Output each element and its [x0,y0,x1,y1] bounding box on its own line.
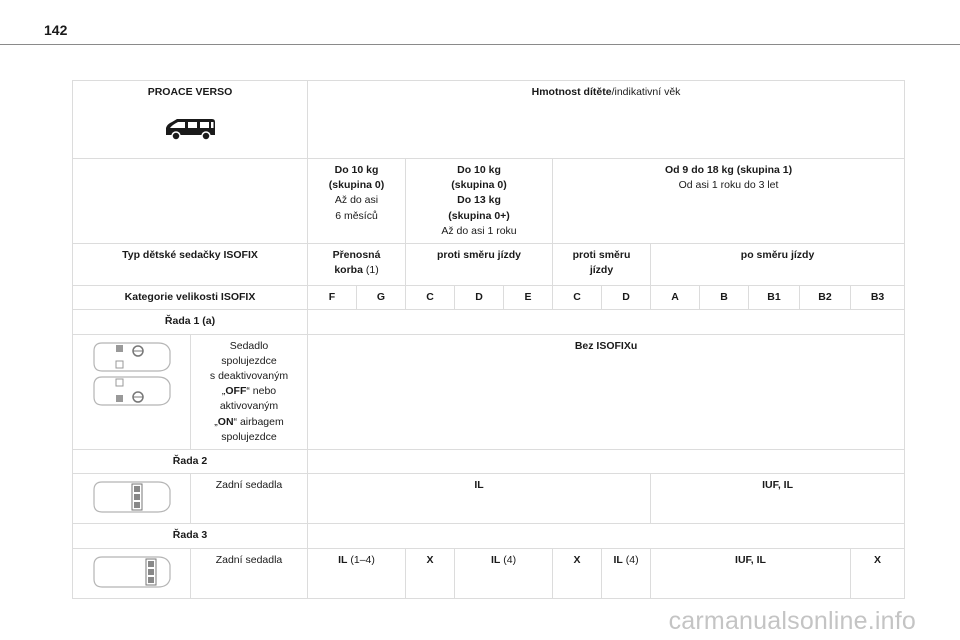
row2-heading-row [73,450,905,474]
row1-diagram-cell [73,334,191,450]
wg2-line3: Do 13 kg [457,194,501,207]
isofix-table [72,80,905,599]
wg2-line2: (skupina 0) [451,179,507,192]
rear-facing-cell-2 [553,244,651,286]
row2-row [73,474,905,524]
row3-value: X [851,548,905,598]
row1-desc-line: spolujezdce [221,430,277,443]
row1-desc-line: “ airbagem [233,415,284,428]
size-class-cell: B3 [851,286,905,310]
row3-description: Zadní sedadla [191,548,308,598]
row1-description [191,334,308,450]
row1-heading-row [73,310,905,334]
wg3-line1: Od 9 do 18 kg (skupina 1) [664,164,793,176]
row1-desc-line: aktivovaným [219,400,279,413]
row1-value: Bez ISOFIXu [308,334,905,450]
row3-value: X [406,548,455,598]
carrycot-cell [308,244,406,286]
wg2-line4: (skupina 0+) [448,209,510,222]
page-number: 142 [44,22,68,38]
front-seat-diagram-icon [92,375,172,407]
row2-diagram-cell [73,474,191,524]
size-class-label: Kategorie velikosti ISOFIX [73,286,308,310]
row1-desc-line: s deaktivovaným [209,369,289,382]
row3-seat-diagram-icon [92,555,172,589]
size-class-cell: D [455,286,504,310]
row3-value: IL (4) [455,548,553,598]
carrycot-note: (1) [362,264,379,277]
weight-group-0-plus [406,159,553,244]
child-weight-label: Hmotnost dítěte [531,86,612,98]
wg1-line2: (skupina 0) [328,179,385,192]
wg3-line2: Od asi 1 roku do 3 let [678,179,779,192]
row3-value: X [553,548,602,598]
size-class-row [73,286,905,310]
size-class-cell: E [504,286,553,310]
off-label: OFF [225,385,247,398]
size-class-cell: B2 [800,286,851,310]
rear-facing-2-line1: proti směru [572,249,631,262]
row2-value-a: IL [308,474,651,524]
indicative-age-label: /indikativní věk [611,86,681,98]
row1-desc-line: “ nebo [246,385,277,398]
row3-value: IL (1–4) [308,548,406,598]
carrycot-line1: Přenosná [332,249,381,262]
seat-type-label: Typ dětské sedačky ISOFIX [73,244,308,286]
child-weight-header [308,81,905,159]
size-class-cell: D [602,286,651,310]
carrycot-line2: korba [334,264,363,277]
size-class-cell: B1 [749,286,800,310]
size-class-cell: G [357,286,406,310]
row3-row [73,548,905,598]
wg2-line1: Do 10 kg [457,164,501,176]
watermark: carmanualsonline.info [668,607,916,635]
row2-heading: Řada 2 [73,450,308,474]
forward-facing-cell: po směru jízdy [651,244,905,286]
model-cell [73,81,308,159]
size-class-cell: F [308,286,357,310]
size-class-cell: C [553,286,602,310]
row3-heading-row [73,524,905,548]
row3-heading: Řada 3 [73,524,308,548]
size-class-cell: B [700,286,749,310]
weight-group-1 [553,159,905,244]
weight-group-carrycot [308,159,406,244]
model-name: PROACE VERSO [147,86,233,98]
wg1-line4: 6 měsíců [335,209,378,222]
size-class-cell: C [406,286,455,310]
rear-facing-2-line2: jízdy [589,264,614,277]
seat-type-row [73,244,905,286]
weight-groups-row [73,159,905,244]
row3-value: IUF, IL [651,548,851,598]
row2-seat-diagram-icon [92,480,172,514]
header-rule [0,44,960,45]
row1-desc-line: Sedadlo [229,339,269,352]
rear-facing-cell: proti směru jízdy [406,244,553,286]
row3-value: IL (4) [602,548,651,598]
van-icon [162,116,218,142]
row2-description: Zadní sedadla [191,474,308,524]
size-class-cell: A [651,286,700,310]
wg1-line3: Až do asi [334,194,379,207]
header-row [73,81,905,159]
wg1-line1: Do 10 kg [334,164,379,176]
front-seat-diagram-icon [92,341,172,373]
row1-heading: Řada 1 (a) [73,310,308,334]
row3-diagram-cell [73,548,191,598]
wg2-line5: Až do asi 1 roku [441,224,517,237]
on-label: ON [217,415,234,428]
row1-desc-line: spolujezdce [221,354,277,367]
row1-row [73,334,905,450]
quote-open: „ [214,415,218,428]
row2-value-b: IUF, IL [651,474,905,524]
quote-open: „ [221,385,226,398]
